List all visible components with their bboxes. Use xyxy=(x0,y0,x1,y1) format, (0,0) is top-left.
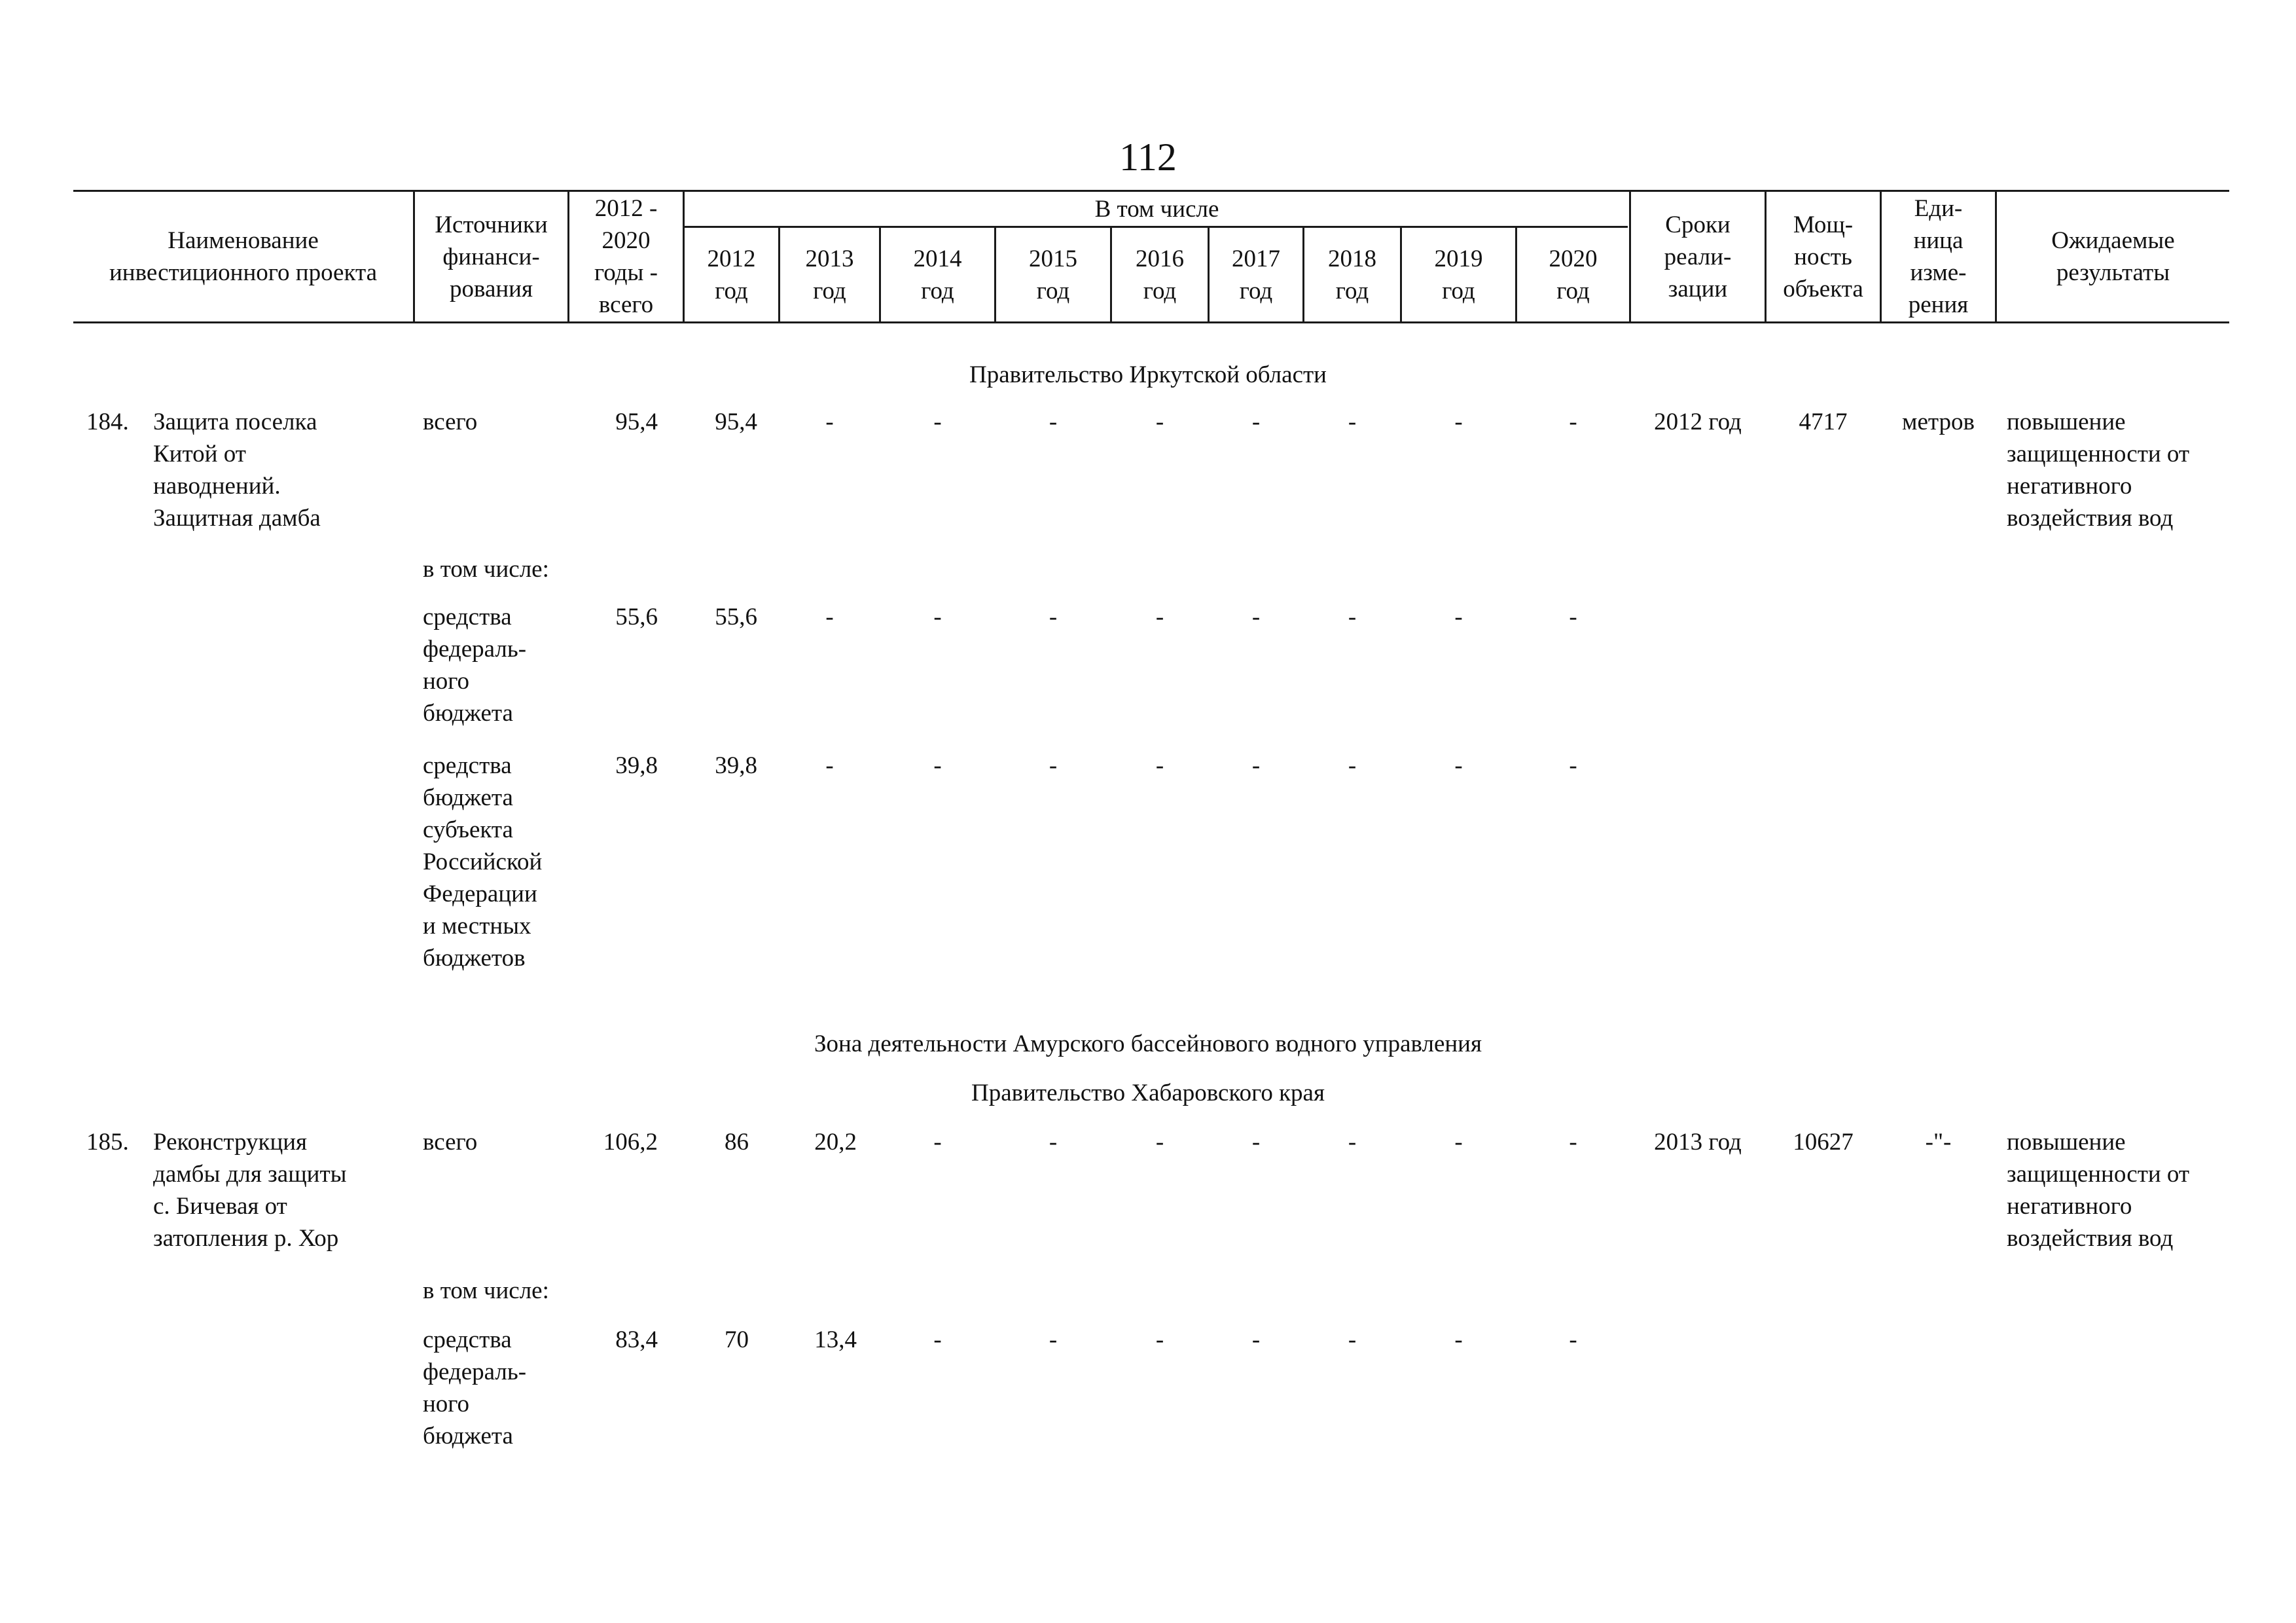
header-bottom-rule xyxy=(73,321,2229,323)
header-total: 2012 - 2020 годы - всего xyxy=(594,195,658,318)
value-total: 55,6 xyxy=(615,604,658,630)
project-terms: 2012 год xyxy=(1654,409,1742,435)
header-capacity: Мощ- ность объекта xyxy=(1783,211,1863,302)
value-2014: - xyxy=(933,752,942,779)
header-year-2017: 2017 год xyxy=(1232,245,1280,304)
including-label: в том числе: xyxy=(423,1277,549,1304)
value-2017: - xyxy=(1251,409,1261,435)
value-2014: - xyxy=(933,604,942,630)
project-name: Защита поселка Китой от наводнений. Защитная дамба xyxy=(153,409,321,532)
value-total: 83,4 xyxy=(615,1326,658,1353)
value-2014: - xyxy=(933,409,942,435)
value-2012: 55,6 xyxy=(715,604,757,630)
project-capacity: 10627 xyxy=(1793,1129,1854,1156)
value-2015: - xyxy=(1049,1326,1058,1353)
section-heading: Зона деятельности Амурского бассейнового водного управления xyxy=(814,1030,1482,1057)
value-2015: - xyxy=(1049,1129,1058,1156)
value-2017: - xyxy=(1251,604,1261,630)
project-unit: метров xyxy=(1902,409,1975,435)
value-2018: - xyxy=(1348,1129,1357,1156)
value-2016: - xyxy=(1155,752,1164,779)
value-2018: - xyxy=(1348,752,1357,779)
value-2014: - xyxy=(933,1129,942,1156)
value-2013: 13,4 xyxy=(814,1326,857,1353)
value-2016: - xyxy=(1155,1326,1164,1353)
header-year-2015: 2015 год xyxy=(1029,245,1077,304)
project-result: повышение защищенности от негативного воздействия вод xyxy=(2007,409,2190,532)
value-total: 39,8 xyxy=(615,752,658,779)
project-number: 185. xyxy=(86,1129,129,1156)
header-year-2016: 2016 год xyxy=(1136,245,1184,304)
header-unit: Еди- ница изме- рения xyxy=(1908,195,1969,318)
value-2018: - xyxy=(1348,1326,1357,1353)
project-unit: -"- xyxy=(1925,1129,1952,1156)
value-2013: - xyxy=(825,604,834,630)
value-2018: - xyxy=(1348,409,1357,435)
value-2020: - xyxy=(1569,1326,1577,1353)
value-2020: - xyxy=(1569,604,1577,630)
value-2012: 39,8 xyxy=(715,752,757,779)
project-result: повышение защищенности от негативного воздействия вод xyxy=(2007,1129,2190,1252)
project-capacity: 4717 xyxy=(1799,409,1848,435)
value-2019: - xyxy=(1454,1326,1463,1353)
project-name: Реконструкция дамбы для защиты с. Бичевая от затопления р. Хор xyxy=(153,1129,347,1252)
value-2015: - xyxy=(1049,752,1058,779)
funding-source: средства федераль- ного бюджета xyxy=(423,604,527,727)
project-number: 184. xyxy=(86,409,129,435)
value-2013: - xyxy=(825,409,834,435)
value-2016: - xyxy=(1155,1129,1164,1156)
value-2012: 95,4 xyxy=(715,409,757,435)
project-terms: 2013 год xyxy=(1654,1129,1742,1156)
value-total: 95,4 xyxy=(615,409,658,435)
value-2017: - xyxy=(1251,752,1261,779)
header-results: Ожидаемые результаты xyxy=(2051,227,2175,286)
value-2020: - xyxy=(1569,1129,1577,1156)
value-2015: - xyxy=(1049,409,1058,435)
value-2015: - xyxy=(1049,604,1058,630)
value-total: 106,2 xyxy=(603,1129,658,1156)
value-2012: 70 xyxy=(725,1326,749,1353)
section-heading: Правительство Хабаровского края xyxy=(971,1080,1325,1106)
value-2016: - xyxy=(1155,409,1164,435)
header-year-2012: 2012 год xyxy=(707,245,756,304)
value-2020: - xyxy=(1569,752,1577,779)
value-2019: - xyxy=(1454,604,1463,630)
value-2017: - xyxy=(1251,1326,1261,1353)
value-2018: - xyxy=(1348,604,1357,630)
section-heading: Правительство Иркутской области xyxy=(969,361,1327,388)
header-year-2014: 2014 год xyxy=(913,245,962,304)
header-year-2018: 2018 год xyxy=(1328,245,1376,304)
header-terms: Сроки реали- зации xyxy=(1664,211,1732,302)
funding-source: средства бюджета субъекта Российской Федерации и местных бюджетов xyxy=(423,752,543,972)
page-number: 112 xyxy=(1119,136,1177,179)
header-funding-sources: Источники финанси- рования xyxy=(435,211,548,302)
header-year-2020: 2020 год xyxy=(1549,245,1598,304)
including-label: в том числе: xyxy=(423,556,549,583)
value-2019: - xyxy=(1454,752,1463,779)
value-2012: 86 xyxy=(725,1129,749,1156)
value-2017: - xyxy=(1251,1129,1261,1156)
value-2013: 20,2 xyxy=(814,1129,857,1156)
header-including: В том числе xyxy=(1094,195,1219,223)
value-2019: - xyxy=(1454,409,1463,435)
value-2019: - xyxy=(1454,1129,1463,1156)
header-year-2019: 2019 год xyxy=(1434,245,1483,304)
funding-source: средства федераль- ного бюджета xyxy=(423,1326,527,1450)
funding-source: всего xyxy=(423,409,478,435)
funding-source: всего xyxy=(423,1129,478,1156)
value-2014: - xyxy=(933,1326,942,1353)
value-2016: - xyxy=(1155,604,1164,630)
value-2020: - xyxy=(1569,409,1577,435)
header-project-name: Наименование инвестиционного проекта xyxy=(109,227,377,286)
header-year-2013: 2013 год xyxy=(805,245,854,304)
value-2013: - xyxy=(825,752,834,779)
